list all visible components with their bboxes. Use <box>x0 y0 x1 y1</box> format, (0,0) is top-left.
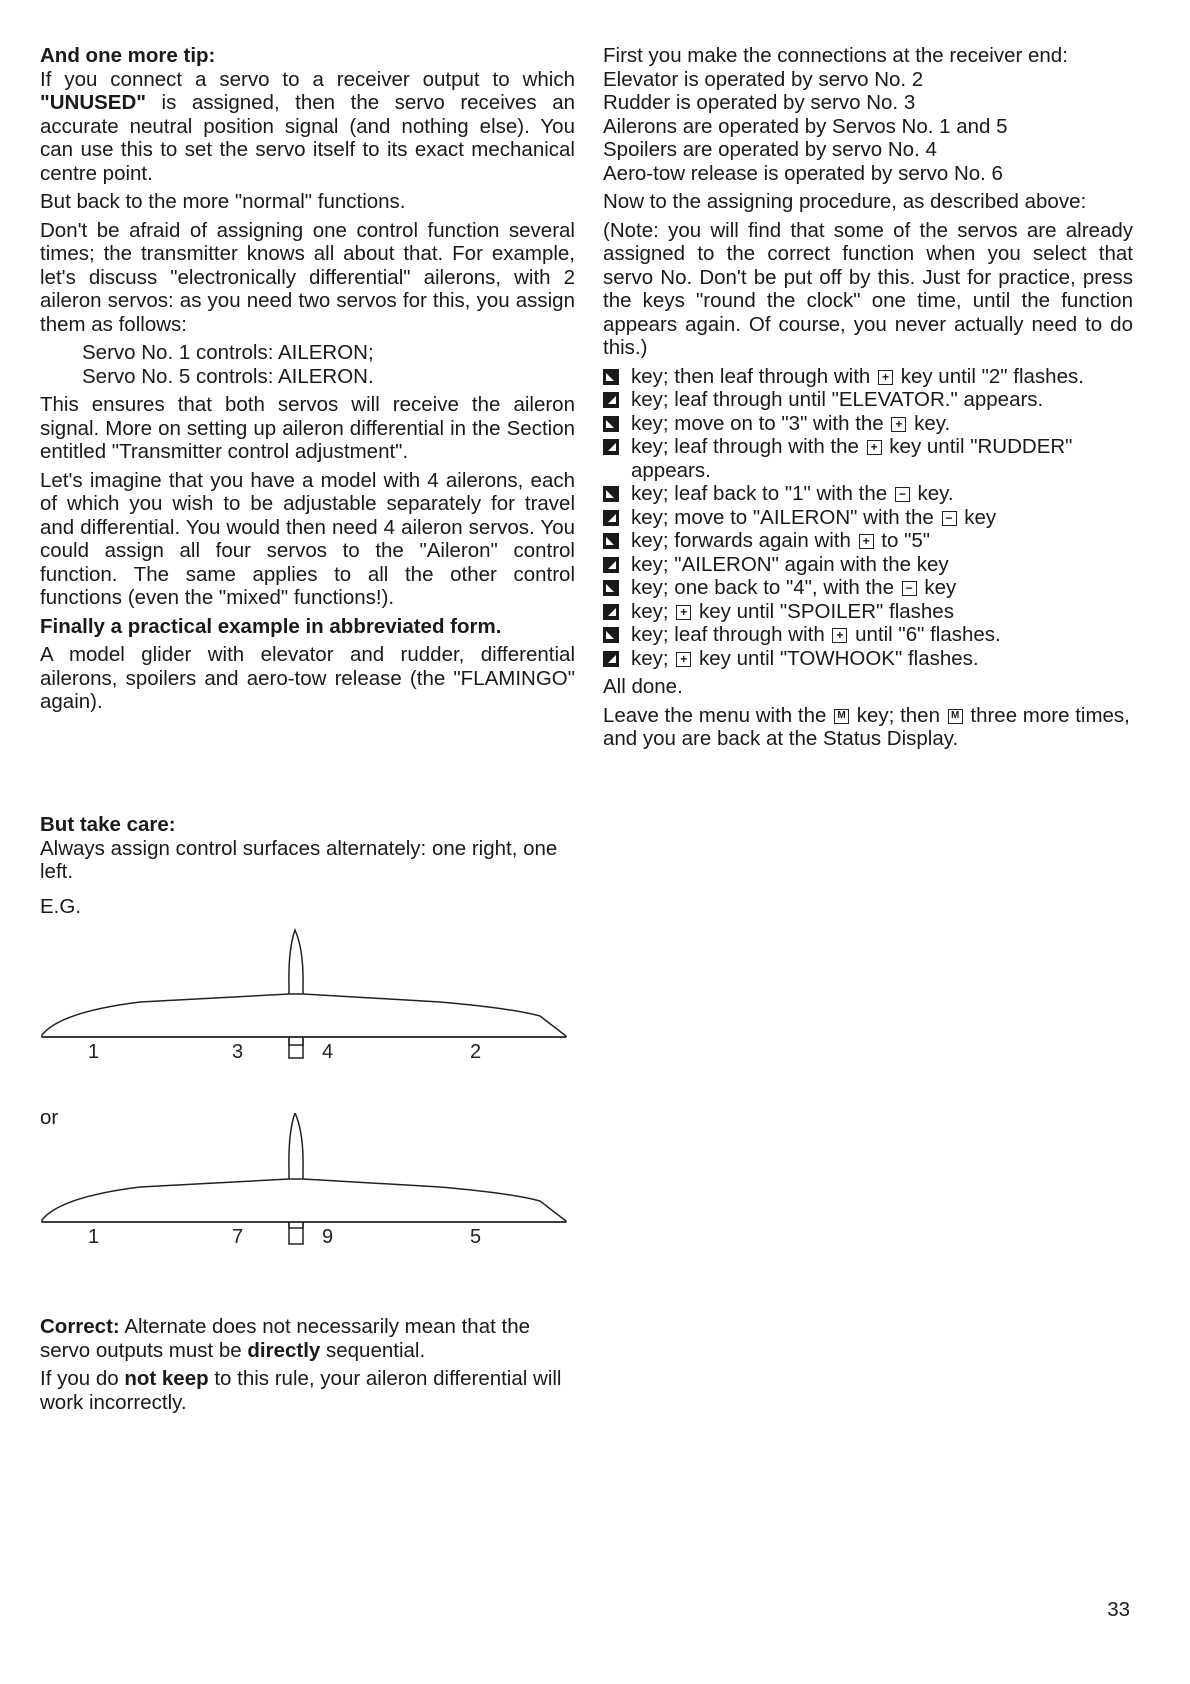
minus-key-icon: − <box>942 511 957 526</box>
step-item: key; "AILERON" again with the key <box>603 553 1133 577</box>
arrow-down-key-icon <box>603 627 619 643</box>
servo-line: Servo No. 1 controls: AILERON; <box>82 341 374 364</box>
steps-list <box>603 365 1133 671</box>
plus-key-icon: + <box>867 440 882 455</box>
step-item: key; leaf through with + until "6" flashes. <box>603 623 1133 647</box>
note-paragraph: (Note: you will find that some of the servos are already assigned to the correct function when you select that servo No. Don't be put off by this. Just for practice, press the keys "round the clock" one time, until the function appears again. Of course, you never actually need to do this.) <box>603 218 1133 359</box>
step-item: key; then leaf through with + key until "2" flashes. <box>603 365 1133 389</box>
correct-paragraph: Correct: Alternate does not necessarily mean that the servo outputs must be directly sequential. <box>40 1315 531 1362</box>
connection-line: Spoilers are operated by servo No. 4 <box>603 138 937 161</box>
minus-key-icon: − <box>902 581 917 596</box>
arrow-down-key-icon <box>603 486 619 502</box>
step-item: key; leaf through with the + key until "RUDDER" appears. <box>603 435 1133 482</box>
servo-line: Servo No. 5 controls: AILERON. <box>82 364 374 388</box>
care-heading: But take care: <box>40 813 176 836</box>
connection-line: Ailerons are operated by Servos No. 1 and 5 <box>603 114 1008 138</box>
fuselage-tail <box>289 1037 303 1058</box>
connections-block <box>603 44 1133 185</box>
arrow-up-key-icon <box>603 604 619 620</box>
connections-intro: First you make the connections at the receiver end: <box>603 44 1068 67</box>
arrow-up-key-icon <box>603 392 619 408</box>
arrow-up-key-icon <box>603 510 619 526</box>
care-block <box>40 813 575 889</box>
fuselage-tail <box>289 1222 303 1244</box>
plus-key-icon: + <box>878 370 893 385</box>
page-number: 33 <box>1107 1598 1130 1621</box>
plus-key-icon: + <box>676 605 691 620</box>
example-heading: Finally a practical example in abbreviated form. <box>40 614 502 638</box>
left-column <box>40 44 575 719</box>
plus-key-icon: + <box>859 534 874 549</box>
afraid-paragraph: Don't be afraid of assigning one control function several times; the transmitter knows all about that. For example, let's discuss "electronically differential" ailerons, with 2 aileron servos: as you need two servos for this, you assign them as follows: <box>40 218 575 336</box>
wing-outline <box>42 994 566 1037</box>
plus-key-icon: + <box>832 628 847 643</box>
step-item: key; forwards again with + to "5" <box>603 529 1133 553</box>
servo-label: 1 <box>88 1041 100 1063</box>
arrow-down-key-icon <box>603 580 619 596</box>
step-item: key; move on to "3" with the + key. <box>603 412 1133 436</box>
ensures-paragraph: This ensures that both servos will receive the aileron signal. More on setting up aileron differential in the Section entitled "Transmitter control adjustment". <box>40 393 575 463</box>
servo-label: 9 <box>322 1226 334 1248</box>
connection-line: Rudder is operated by servo No. 3 <box>603 91 916 114</box>
plus-key-icon: + <box>891 417 906 432</box>
wing-diagram-2 <box>40 1113 580 1263</box>
step-item: key; + key until "TOWHOOK" flashes. <box>603 647 1133 671</box>
step-item: key; leaf through until "ELEVATOR." appears. <box>603 388 1133 412</box>
connection-line: Aero-tow release is operated by servo No. 6 <box>603 161 1003 185</box>
servo-assignment-list <box>40 341 575 388</box>
servo-label: 5 <box>470 1226 482 1248</box>
servo-label: 3 <box>232 1041 244 1063</box>
m-key-icon: M <box>834 709 849 724</box>
right-column <box>603 44 1133 756</box>
arrow-down-key-icon <box>603 369 619 385</box>
procedure-intro: Now to the assigning procedure, as described above: <box>603 190 1087 213</box>
servo-label: 4 <box>322 1041 334 1063</box>
minus-key-icon: − <box>895 487 910 502</box>
leave-paragraph: Leave the menu with the M key; then M three more times, and you are back at the Status Display. <box>603 703 1130 750</box>
servo-label: 1 <box>88 1226 100 1248</box>
plus-key-icon: + <box>676 652 691 667</box>
tip-heading: And one more tip: <box>40 44 216 67</box>
step-item: key; + key until "SPOILER" flashes <box>603 600 1133 624</box>
eg-label: E.G. <box>40 895 82 918</box>
done-line: All done. <box>603 675 683 698</box>
back-paragraph: But back to the more "normal" functions. <box>40 190 406 213</box>
imagine-paragraph: Let's imagine that you have a model with 4 ailerons, each of which you wish to be adjustable separately for travel and differential. You would then need 4 aileron servos. You could assign all four servos to the "Aileron" control function. The same applies to all the other control functions (even the "mixed" functions!). <box>40 468 575 609</box>
arrow-up-key-icon <box>603 557 619 573</box>
rule-paragraph: If you do not keep to this rule, your aileron differential will work incorrectly. <box>40 1367 562 1414</box>
example-paragraph: A model glider with elevator and rudder, differential ailerons, spoilers and aero-tow release (the "FLAMINGO" again). <box>40 643 575 713</box>
wing-outline <box>42 1179 566 1222</box>
correct-block <box>40 1315 575 1419</box>
care-paragraph: Always assign control surfaces alternately: one right, one left. <box>40 836 558 883</box>
arrow-down-key-icon <box>603 533 619 549</box>
wing-diagram-1 <box>40 920 580 1070</box>
arrow-up-key-icon <box>603 439 619 455</box>
step-item: key; one back to "4", with the − key <box>603 576 1133 600</box>
arrow-up-key-icon <box>603 651 619 667</box>
connection-line: Elevator is operated by servo No. 2 <box>603 67 924 91</box>
tip-paragraph: If you connect a servo to a receiver output to which "UNUSED" is assigned, then the servo receives an accurate neutral position signal (and nothing else). You can use this to set the servo itself to its exact mechanical centre point. <box>40 67 575 185</box>
arrow-down-key-icon <box>603 416 619 432</box>
step-item: key; move to "AILERON" with the − key <box>603 506 1133 530</box>
step-item: key; leaf back to "1" with the − key. <box>603 482 1133 506</box>
servo-label: 2 <box>470 1041 482 1063</box>
or-label: or <box>40 1106 59 1129</box>
servo-label: 7 <box>232 1226 244 1248</box>
m-key-icon: M <box>948 709 963 724</box>
